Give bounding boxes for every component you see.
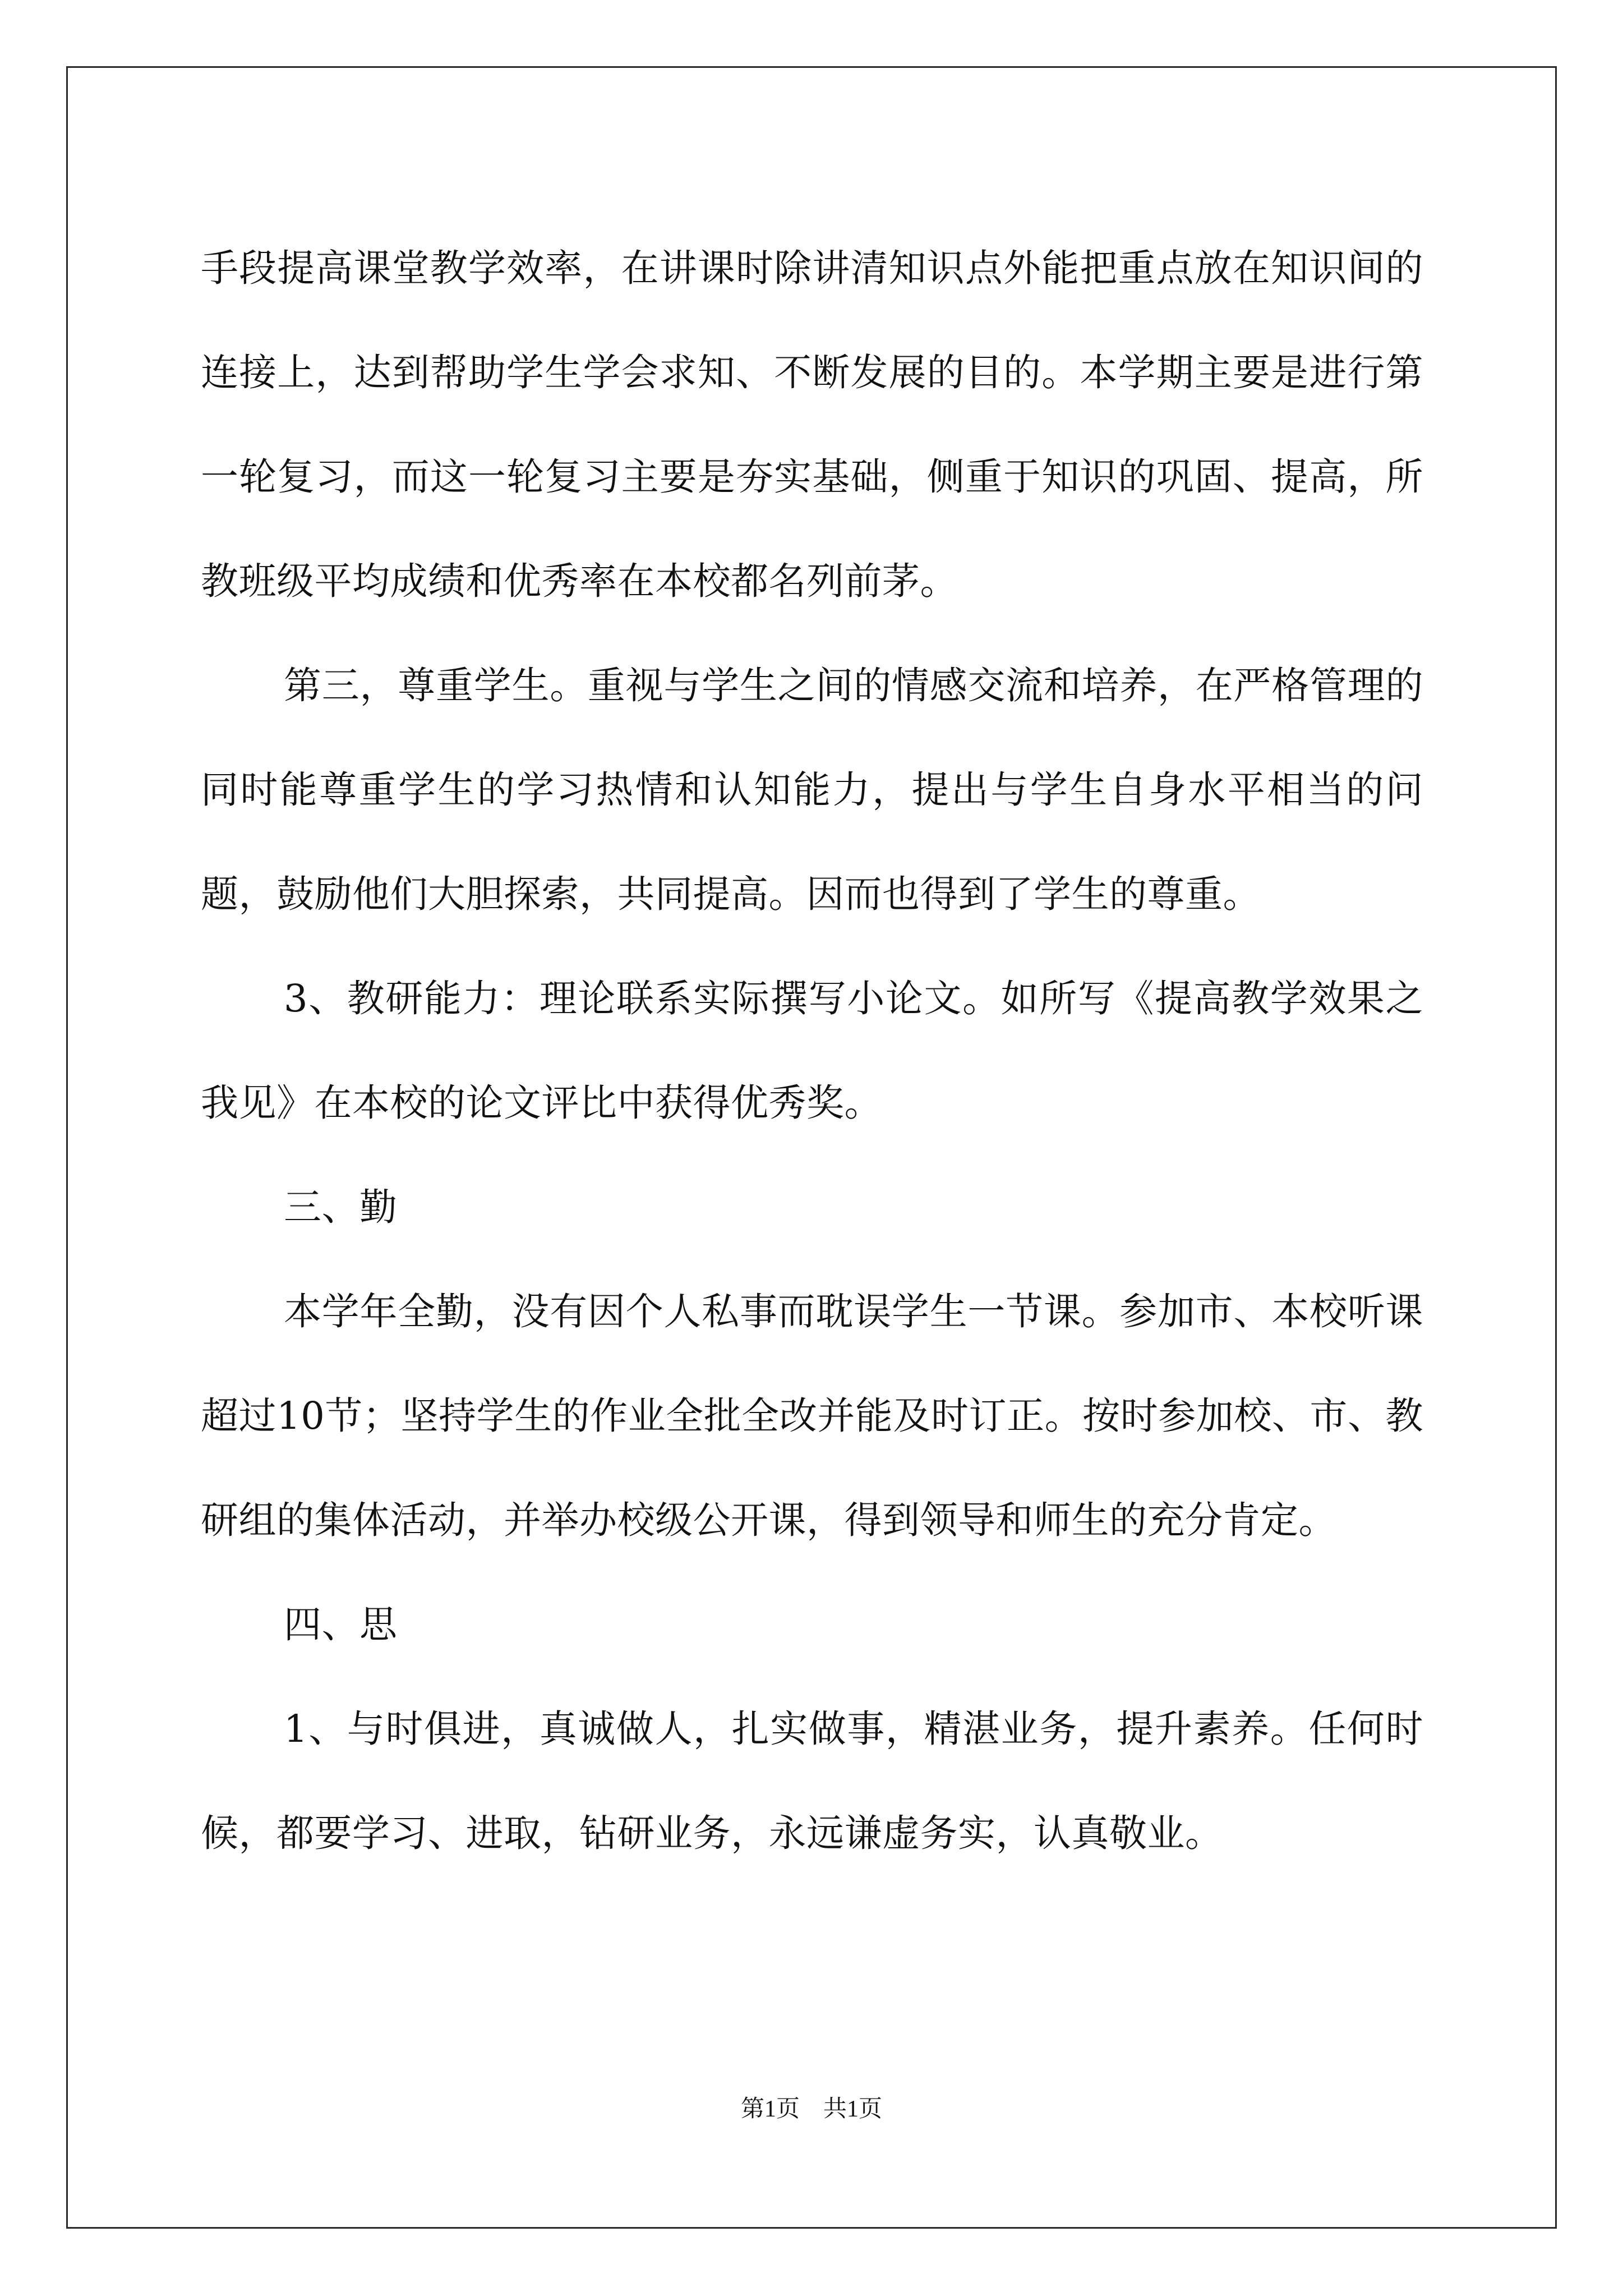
paragraph-3: 3、教研能力：理论联系实际撰写小论文。如所写《提高教学效果之我见》在本校的论文评比中获得优秀奖。 bbox=[201, 977, 1423, 1125]
section-heading-si: 四、思 bbox=[284, 1603, 398, 1646]
paragraph-2: 第三，尊重学生。重视与学生之间的情感交流和培养，在严格管理的同时能尊重学生的学习热情和认知能力，提出与学生自身水平相当的问题，鼓励他们大胆探索，共同提高。因而也得到了学生的尊重。 bbox=[201, 664, 1423, 916]
paragraph-1: 手段提高课堂教学效率，在讲课时除讲清知识点外能把重点放在知识间的连接上，达到帮助学生学会求知、不断发展的目的。本学期主要是进行第一轮复习，而这一轮复习主要是夯实基础，侧重于知识的巩固、提高，所教班级平均成绩和优秀率在本校都名列前茅。 bbox=[201, 246, 1423, 603]
section-heading-qin: 三、勤 bbox=[284, 1185, 398, 1229]
document-body bbox=[201, 216, 1423, 1885]
paragraph-5: 1、与时俱进，真诚做人，扎实做事，精湛业务，提升素养。任何时候，都要学习、进取，钻研业务，永远谦虚务实，认真敬业。 bbox=[201, 1707, 1423, 1855]
page-number-footer: 第1页 共1页 bbox=[740, 2096, 882, 2122]
paragraph-4: 本学年全勤，没有因个人私事而耽误学生一节课。参加市、本校听课超过10节；坚持学生的作业全批全改并能及时订正。按时参加校、市、教研组的集体活动，并举办校级公开课，得到领导和师生的充分肯定。 bbox=[201, 1290, 1423, 1542]
